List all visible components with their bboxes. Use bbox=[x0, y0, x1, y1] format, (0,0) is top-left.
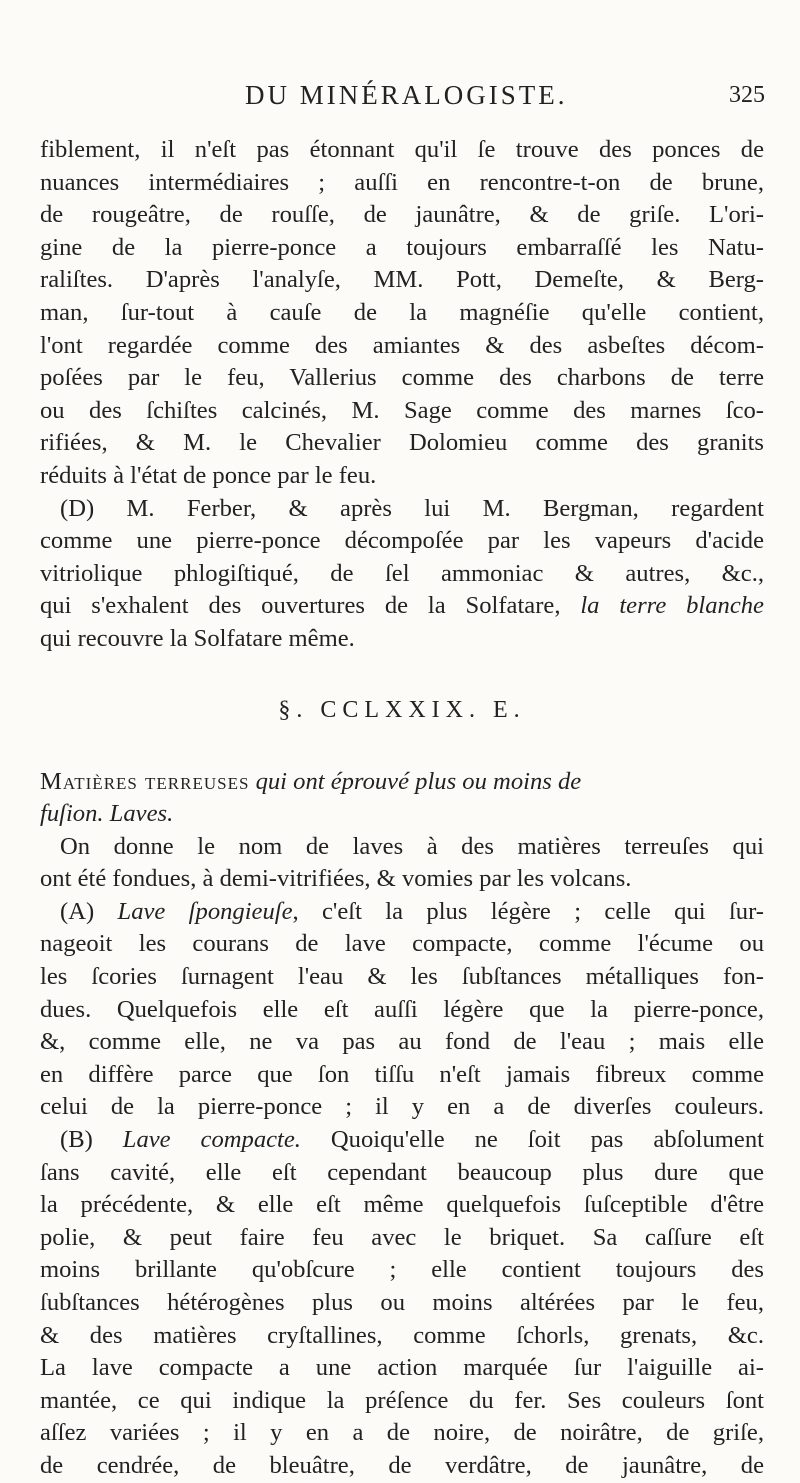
text-line: les ſcories ſurnagent l'eau & les ſubſtances métalliques fon- bbox=[40, 963, 764, 991]
paragraph-laves-definition bbox=[40, 831, 764, 896]
text-line: fiblement, il n'eſt pas étonnant qu'il ſe trouve des ponces de bbox=[40, 136, 764, 163]
text-line: en diffère parce que ſon tiſſu n'eſt jamais fibreux comme bbox=[40, 1060, 764, 1088]
text-span: Quoiqu'elle ne ſoit pas abſolument bbox=[300, 1126, 764, 1154]
text-line: de cendrée, de bleuâtre, de verdâtre, de jaunâtre, de bbox=[40, 1451, 764, 1479]
text-line: &, comme elle, ne va pas au fond de l'eau ; mais elle bbox=[40, 1028, 764, 1056]
text-line: nuances intermédiaires ; auſſi en rencontre-t-on de brune, bbox=[40, 168, 764, 196]
smallcaps-title: Matières terreuses bbox=[40, 767, 250, 795]
italic-term: Lave compacte. bbox=[122, 1126, 301, 1154]
text-line bbox=[40, 766, 764, 799]
text-line: man, ſur-tout à cauſe de la magnéſie qu'elle contient, bbox=[40, 298, 764, 326]
text-line: moins brillante qu'obſcure ; elle contient toujours des bbox=[40, 1256, 764, 1284]
text-span: qui s'exhalent des ouvertures de la Solfatare, bbox=[40, 592, 581, 620]
paragraph-ponce-origin bbox=[40, 134, 764, 493]
text-line: La lave compacte a une action marquée ſur l'aiguille ai- bbox=[40, 1354, 764, 1382]
text-line bbox=[40, 896, 764, 929]
page-number: 325 bbox=[729, 82, 765, 108]
running-title: DU MINÉRALOGISTE. bbox=[245, 80, 568, 110]
section-heading: §. CCLXXIX. E. bbox=[278, 696, 526, 723]
text-line: nageoit les courans de lave compacte, comme l'écume ou bbox=[40, 930, 764, 958]
section-title bbox=[40, 766, 764, 831]
running-header bbox=[40, 80, 765, 120]
text-line: ou des ſchiſtes calcinés, M. Sage comme des marnes ſco- bbox=[40, 396, 764, 424]
text-line: & des matières cryſtallines, comme ſchorls, grenats, &c. bbox=[40, 1321, 764, 1349]
text-line: gine de la pierre-ponce a toujours embarraſſé les Natu- bbox=[40, 233, 764, 261]
italic-term: la terre blanche bbox=[580, 592, 764, 620]
text-line: celui de la pierre-ponce ; il y en a de diverſes couleurs. bbox=[40, 1093, 764, 1121]
text-line: raliſtes. D'après l'analyſe, MM. Pott, Demeſte, & Berg- bbox=[40, 266, 764, 294]
text-line: vitriolique phlogiſtiqué, de ſel ammoniac & autres, &c., bbox=[40, 559, 764, 587]
text-line: la précédente, & elle eſt même quelquefois ſuſceptible d'être bbox=[40, 1191, 764, 1219]
text-line bbox=[40, 590, 764, 623]
text-span: , c'eſt la plus légère ; celle qui ſur- bbox=[292, 897, 764, 925]
text-line: poſées par le feu, Vallerius comme des charbons de terre bbox=[40, 364, 764, 392]
text-line: réduits à l'état de ponce par le feu. bbox=[40, 461, 377, 489]
text-line: de rougeâtre, de rouſſe, de jaunâtre, & de griſe. L'ori- bbox=[40, 201, 764, 229]
item-label: (B) bbox=[60, 1126, 123, 1154]
text-line: comme une pierre-ponce décompoſée par les vapeurs d'acide bbox=[40, 527, 764, 555]
text-line: ſans cavité, elle eſt cependant beaucoup plus dure que bbox=[40, 1158, 764, 1186]
text-line bbox=[40, 1124, 764, 1157]
text-line: polie, & peut faire feu avec le briquet. Sa caſſure eſt bbox=[40, 1223, 764, 1251]
italic-term: Lave ſpongieuſe bbox=[117, 897, 293, 925]
text-line: fuſion. Laves. bbox=[40, 800, 174, 828]
text-line: l'ont regardée comme des amiantes & des asbeſtes décom- bbox=[40, 331, 764, 359]
text-line: aſſez variées ; il y en a de noire, de noirâtre, de griſe, bbox=[40, 1419, 764, 1447]
body-text bbox=[40, 134, 764, 1483]
item-label: (A) bbox=[60, 897, 118, 925]
text-line: dues. Quelquefois elle eſt auſſi légère que la pierre-ponce, bbox=[40, 995, 764, 1023]
paragraph-d-ferber bbox=[40, 493, 764, 656]
italic-title: qui ont éprouvé plus ou moins de bbox=[249, 767, 582, 795]
text-line: On donne le nom de laves à des matières terreuſes qui bbox=[60, 832, 764, 860]
paragraph-a-lave-spongieuse bbox=[40, 896, 764, 1124]
text-line: ont été fondues, à demi-vitrifiées, & vomies par les volcans. bbox=[40, 865, 632, 893]
text-line: ſubſtances hétérogènes plus ou moins altérées par le feu, bbox=[40, 1289, 764, 1316]
text-line: (D) M. Ferber, & après lui M. Bergman, regardent bbox=[60, 494, 764, 522]
text-line: rifiées, & M. le Chevalier Dolomieu comme des granits bbox=[40, 429, 764, 457]
text-line: qui recouvre la Solfatare même. bbox=[40, 624, 355, 652]
paragraph-b-lave-compacte bbox=[40, 1124, 764, 1483]
text-line: mantée, ce qui indique la préſence du fer. Ses couleurs ſont bbox=[40, 1386, 764, 1414]
